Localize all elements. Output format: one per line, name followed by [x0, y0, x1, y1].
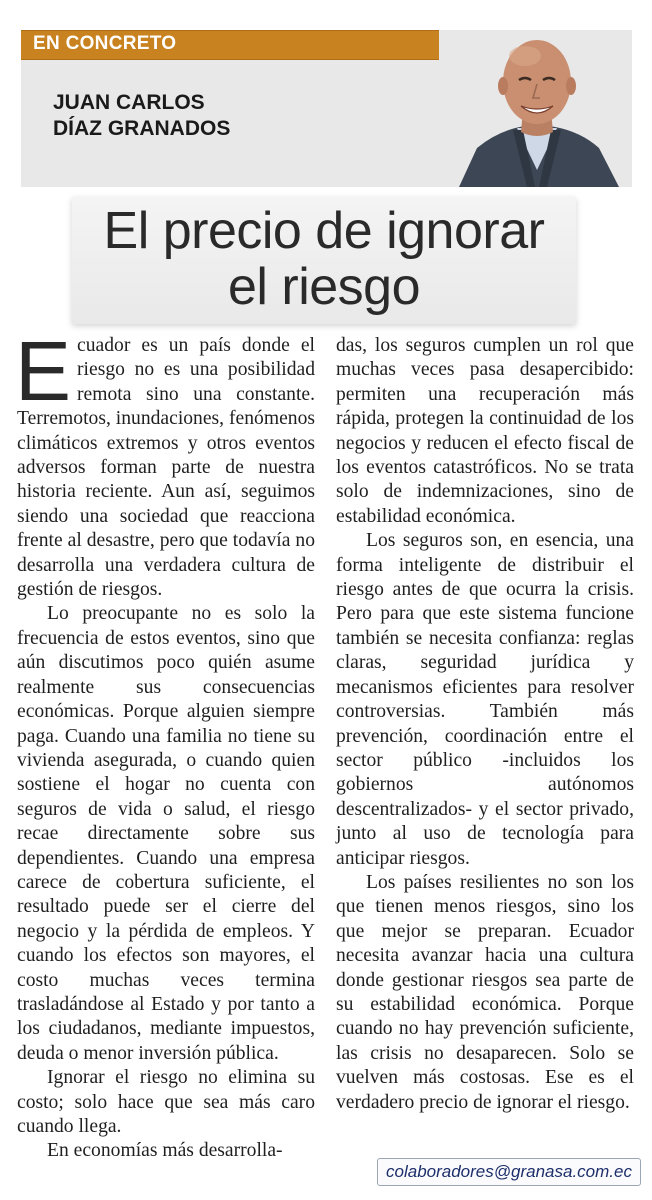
drop-cap: E [15, 324, 72, 418]
column-header [21, 30, 632, 187]
column-right [336, 334, 634, 1115]
paragraph-1 [15, 324, 315, 602]
contact-email[interactable]: colaboradores@granasa.com.ec [377, 1158, 641, 1186]
column-left [15, 324, 315, 1164]
author-name-line2: DÍAZ GRANADOS [53, 117, 231, 140]
paragraph-5: Los seguros son, en esencia, una forma inteligente de distribuir el riesgo antes de que ocurra la crisis. Pero para que este sistema funcione también se necesita confianza: reglas claras, seguridad jurídica y mecanismos eficientes para resolver controversias. También más prevención, coordinación entre el sector público -incluidos los gobiernos autónomos descentralizados- y el sector privado, junto al uso de tecnología para anticipar riesgos. [336, 530, 634, 869]
paragraph-2: Lo preocupante no es solo la frecuencia de estos eventos, sino que aún discutimos poco quién asume realmente sus consecuencias económicas. Porque alguien siempre paga. Cuando una familia no tiene su vivienda asegurada, o cuando quien sostiene el hogar no cuenta con seguros de vida o salud, el riesgo recae directamente sobre sus dependientes. Cuando una empresa carece de cobertura suficiente, el resultado puede ser el cierre del negocio y la pérdida de empleos. Y cuando los efectos son mayores, el costo muchas veces termina trasladándose al Estado y por tanto a los ciudadanos, mediante impuestos, deuda o menor inversión pública. [17, 603, 315, 1064]
author-portrait [439, 30, 632, 187]
paragraph-4-start: En economías más desarrolla- [47, 1140, 283, 1162]
paragraph-1-text: cuador es un país donde el riesgo no es una posibilidad remota sino una constante. Terremotos, inundaciones, fenómenos climáticos extremos y otros eventos adversos forman parte de nuestra historia reciente. Aun así, seguimos siendo una sociedad que reacciona frente al desastre, pero que todavía no desarrolla una verdadera cultura de gestión de riesgos. [17, 335, 315, 601]
paragraph-3: Ignorar el riesgo no elimina su costo; solo hace que sea más caro cuando llega. [17, 1067, 315, 1137]
title-line-2: el riesgo [227, 258, 421, 316]
paragraph-4-continued: das, los seguros cumplen un rol que muchas veces pasa desapercibido: permiten una recuperación más rápida, protegen la continuidad de los negocios y reducen el efecto fiscal de los eventos catastróficos. No se trata solo de indemnizaciones, sino de estabilidad económica. [336, 335, 634, 527]
author-name [53, 90, 230, 142]
article-title [72, 197, 576, 324]
paragraph-6: Los países resilientes no son los que tienen menos riesgos, sino los que mejor se preparan. Ecuador necesita avanzar hacia una cultura donde gestionar riesgos sea parte de su estabilidad económica. Porque cuando no hay prevención suficiente, las crisis no desaparecen. Solo se vuelven más costosas. Ese es el verdadero precio de ignorar el riesgo. [336, 871, 634, 1113]
section-label: EN CONCRETO [33, 33, 177, 54]
author-name-line1: JUAN CARLOS [53, 91, 205, 114]
title-line-1: El precio de ignorar [103, 202, 545, 260]
